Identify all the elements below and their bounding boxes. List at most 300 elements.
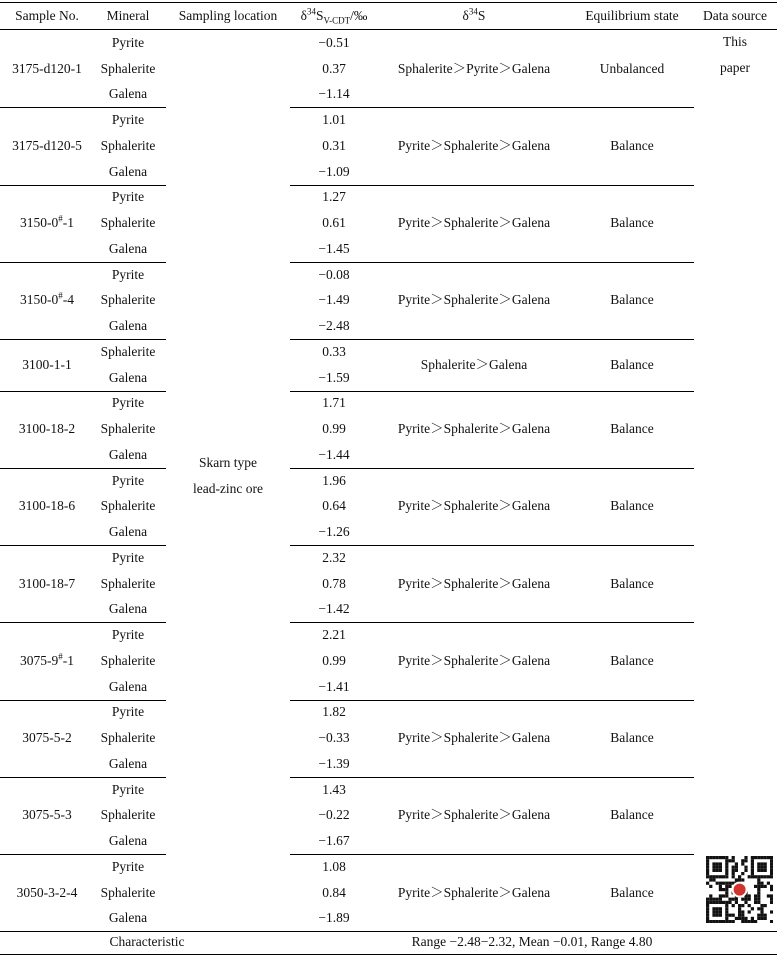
group-separator (0, 545, 166, 546)
qr-module (725, 882, 728, 885)
group-separator (290, 700, 694, 701)
mineral-name: Pyrite (111, 112, 145, 128)
delta34s-value: −1.67 (318, 833, 350, 849)
qr-module (712, 862, 715, 865)
table-top-rule (0, 2, 777, 3)
delta34s-order: Pyrite＞Sphalerite＞Galena (397, 498, 551, 514)
delta34s-value: −1.26 (318, 524, 350, 540)
mineral-name: Sphalerite (100, 215, 156, 231)
delta34s-order: Sphalerite＞Pyrite＞Galena (397, 60, 551, 76)
delta34s-value: −0.08 (318, 266, 350, 282)
sample-no-main: 3100-18-2 (18, 421, 76, 437)
qr-module (728, 885, 731, 888)
delta34s-value: 1.08 (322, 858, 346, 874)
qr-module (751, 859, 754, 862)
qr-module (748, 904, 751, 907)
qr-module (716, 898, 719, 901)
delta34s-value: 0.61 (322, 215, 346, 231)
qr-module (751, 907, 754, 910)
mineral-name: Galena (108, 86, 148, 102)
equilibrium-state: Balance (610, 292, 654, 308)
qr-module (706, 856, 709, 859)
qr-module (709, 901, 712, 904)
delta34s-value: 0.64 (322, 498, 346, 514)
table-bottom-rule (0, 954, 777, 955)
delta34s-order: Pyrite＞Sphalerite＞Galena (397, 292, 551, 308)
qr-module (757, 875, 760, 878)
delta34s-value: 2.21 (322, 627, 346, 643)
qr-module (770, 856, 773, 859)
qr-module (706, 917, 709, 920)
delta34s-value: 2.32 (322, 549, 346, 565)
mineral-name: Pyrite (111, 781, 145, 797)
header-delta-subscript: V-CDT (323, 15, 351, 26)
header-sample-no: Sample No. (15, 8, 79, 23)
qr-module (719, 901, 722, 904)
group-separator (0, 185, 166, 186)
qr-module (725, 914, 728, 917)
header-order-delta-symbol: δ (462, 8, 469, 23)
delta34s-value: −1.44 (318, 446, 350, 462)
qr-module (719, 894, 722, 897)
qr-module (748, 898, 751, 901)
qr-module (764, 885, 767, 888)
qr-module (706, 869, 709, 872)
qr-module (725, 910, 728, 913)
qr-module (760, 856, 763, 859)
qr-module (722, 875, 725, 878)
qr-module (754, 920, 757, 923)
mineral-name: Pyrite (111, 34, 145, 50)
delta34s-value: 0.37 (322, 60, 346, 76)
qr-module (757, 894, 760, 897)
qr-module (764, 904, 767, 907)
qr-module (770, 872, 773, 875)
qr-module (764, 914, 767, 917)
qr-module (760, 910, 763, 913)
equilibrium-state: Balance (610, 807, 654, 823)
qr-center-logo (733, 883, 747, 897)
qr-module (744, 859, 747, 862)
qr-module (706, 866, 709, 869)
group-separator (290, 545, 694, 546)
qr-module (706, 901, 709, 904)
mineral-name: Pyrite (111, 704, 145, 720)
qr-module (725, 885, 728, 888)
mineral-name: Pyrite (111, 858, 145, 874)
qr-module (738, 914, 741, 917)
qr-module (757, 878, 760, 881)
qr-module (719, 920, 722, 923)
delta34s-value: 1.82 (322, 704, 346, 720)
qr-module (706, 859, 709, 862)
qr-module (764, 869, 767, 872)
group-separator (290, 262, 694, 263)
qr-module (716, 914, 719, 917)
delta34s-value: 1.96 (322, 472, 346, 488)
qr-module (760, 875, 763, 878)
mineral-name: Pyrite (111, 472, 145, 488)
characteristic-label: Characteristic (109, 934, 185, 949)
qr-module (732, 859, 735, 862)
qr-module (719, 862, 722, 865)
qr-module (760, 907, 763, 910)
sample-no-superscript: # (58, 651, 63, 662)
qr-module (732, 914, 735, 917)
mineral-name: Galena (108, 369, 148, 385)
qr-module (751, 872, 754, 875)
qr-module (757, 862, 760, 865)
qr-module (716, 882, 719, 885)
qr-module (716, 920, 719, 923)
qr-module (744, 920, 747, 923)
qr-module (712, 866, 715, 869)
qr-module (764, 856, 767, 859)
qr-module (725, 907, 728, 910)
qr-module (748, 875, 751, 878)
qr-module (748, 894, 751, 897)
mineral-name: Sphalerite (100, 730, 156, 746)
qr-module (709, 875, 712, 878)
group-separator (0, 339, 166, 340)
qr-module (735, 901, 738, 904)
qr-module (751, 917, 754, 920)
qr-module (725, 894, 728, 897)
qr-module (741, 872, 744, 875)
header-data-source: Data source (702, 8, 768, 23)
header-bottom-rule (0, 29, 777, 30)
qr-module (754, 894, 757, 897)
qr-module (754, 875, 757, 878)
mineral-name: Sphalerite (100, 421, 156, 437)
group-separator (0, 622, 166, 623)
qr-module (735, 866, 738, 869)
delta34s-order: Pyrite＞Sphalerite＞Galena (397, 215, 551, 231)
sample-no-superscript: # (58, 213, 63, 224)
qr-module (767, 875, 770, 878)
delta34s-value: −1.14 (318, 86, 350, 102)
mineral-name: Pyrite (111, 266, 145, 282)
delta34s-value: 0.78 (322, 575, 346, 591)
qr-module (735, 898, 738, 901)
sampling-location-text: Skarn type (198, 454, 258, 470)
sample-no-main: 3100-18-6 (18, 498, 76, 514)
qr-module (728, 882, 731, 885)
qr-module (764, 917, 767, 920)
delta34s-value: 1.71 (322, 395, 346, 411)
mineral-name: Galena (108, 240, 148, 256)
qr-module (754, 885, 757, 888)
qr-module (719, 882, 722, 885)
delta34s-value: 0.99 (322, 421, 346, 437)
mineral-name: Pyrite (111, 549, 145, 565)
delta34s-value: −0.33 (318, 730, 350, 746)
delta34s-value: 1.01 (322, 112, 346, 128)
qr-module (719, 910, 722, 913)
qr-module (728, 901, 731, 904)
qr-module (709, 920, 712, 923)
qr-module (738, 878, 741, 881)
qr-module (732, 904, 735, 907)
qr-module (757, 856, 760, 859)
qr-module (757, 885, 760, 888)
equilibrium-state: Balance (610, 884, 654, 900)
qr-module (757, 866, 760, 869)
qr-module (770, 862, 773, 865)
qr-module (741, 914, 744, 917)
qr-module (741, 904, 744, 907)
qr-module (732, 898, 735, 901)
qr-module (712, 878, 715, 881)
qr-module (754, 898, 757, 901)
qr-module (719, 866, 722, 869)
qr-module (712, 856, 715, 859)
qr-module (725, 901, 728, 904)
characteristic-summary: Range −2.48−2.32, Mean −0.01, Range 4.80 (411, 934, 653, 949)
qr-module (757, 891, 760, 894)
qr-module (738, 910, 741, 913)
qr-module (751, 920, 754, 923)
qr-module (751, 866, 754, 869)
qr-module (712, 875, 715, 878)
qr-module (760, 862, 763, 865)
qr-module (738, 875, 741, 878)
qr-module (732, 872, 735, 875)
group-separator (290, 622, 694, 623)
qr-module (712, 914, 715, 917)
qr-module (706, 872, 709, 875)
delta34s-value: −1.89 (318, 910, 350, 926)
qr-module (706, 910, 709, 913)
group-separator (290, 339, 694, 340)
qr-module (741, 917, 744, 920)
qr-module (767, 856, 770, 859)
data-source-text: paper (720, 60, 750, 75)
qr-module (757, 888, 760, 891)
qr-module (709, 894, 712, 897)
qr-module (760, 917, 763, 920)
qr-module (725, 869, 728, 872)
qr-module (760, 914, 763, 917)
equilibrium-state: Balance (610, 498, 654, 514)
qr-module (751, 869, 754, 872)
group-separator (0, 391, 166, 392)
qr-module (722, 920, 725, 923)
sample-no-main: 3100-18-7 (18, 575, 76, 591)
qr-module (770, 894, 773, 897)
qr-module (722, 882, 725, 885)
qr-module (706, 914, 709, 917)
qr-module (706, 862, 709, 865)
qr-module (719, 898, 722, 901)
sample-no-main: 3075-5-2 (22, 730, 72, 746)
delta34s-order: Pyrite＞Sphalerite＞Galena (397, 884, 551, 900)
delta34s-order: Pyrite＞Sphalerite＞Galena (397, 652, 551, 668)
qr-module (760, 904, 763, 907)
qr-module (719, 869, 722, 872)
qr-module (757, 917, 760, 920)
group-separator (0, 777, 166, 778)
mineral-name: Galena (108, 163, 148, 179)
qr-module (732, 856, 735, 859)
delta34s-value: −1.45 (318, 240, 350, 256)
qr-module (757, 901, 760, 904)
sample-no-main: 3150-0 (20, 215, 59, 231)
qr-module (725, 917, 728, 920)
qr-module (725, 891, 728, 894)
delta34s-value: −1.09 (318, 163, 350, 179)
sample-no-main: 3175-d120-5 (12, 137, 82, 153)
qr-module (716, 910, 719, 913)
qr-module (706, 904, 709, 907)
qr-module (751, 862, 754, 865)
sample-no-main: 3150-0 (20, 292, 59, 308)
qr-module (722, 856, 725, 859)
qr-module (728, 859, 731, 862)
qr-module (741, 878, 744, 881)
sample-no-suffix: -1 (62, 652, 74, 668)
qr-module (712, 920, 715, 923)
group-separator (290, 107, 694, 108)
qr-module (735, 917, 738, 920)
header-delta-symbol: δ (300, 8, 307, 23)
header-equilibrium-state: Equilibrium state (585, 8, 679, 23)
qr-module (741, 859, 744, 862)
qr-module (725, 866, 728, 869)
mineral-name: Sphalerite (100, 60, 156, 76)
header-sampling-location: Sampling location (178, 8, 278, 23)
qr-module (751, 856, 754, 859)
qr-module (725, 859, 728, 862)
sample-no-main: 3050-3-2-4 (16, 884, 78, 900)
qr-module (735, 869, 738, 872)
qr-module (760, 866, 763, 869)
qr-module (712, 898, 715, 901)
qr-module (757, 898, 760, 901)
qr-module (716, 869, 719, 872)
sample-no-main: 3075-9 (20, 652, 59, 668)
equilibrium-state: Unbalanced (599, 60, 665, 76)
qr-module (725, 888, 728, 891)
qr-module (770, 866, 773, 869)
qr-module (706, 920, 709, 923)
mineral-name: Galena (108, 318, 148, 334)
qr-module (716, 856, 719, 859)
delta34s-order: Pyrite＞Sphalerite＞Galena (397, 575, 551, 591)
qr-module (716, 907, 719, 910)
qr-module (764, 875, 767, 878)
sample-no-suffix: -1 (62, 215, 74, 231)
header-order-superscript: 34 (468, 6, 478, 17)
delta34s-value: −0.51 (318, 34, 350, 50)
qr-module (722, 888, 725, 891)
header-order-element: S (477, 8, 486, 23)
delta34s-order: Sphalerite＞Galena (420, 356, 528, 372)
qr-module (754, 901, 757, 904)
data-source-text: This (722, 34, 747, 49)
equilibrium-state: Balance (610, 575, 654, 591)
delta34s-value: −1.42 (318, 601, 350, 617)
qr-module (760, 869, 763, 872)
sample-no-superscript: # (58, 290, 63, 301)
mineral-name: Pyrite (111, 627, 145, 643)
equilibrium-state: Balance (610, 730, 654, 746)
mineral-name: Galena (108, 601, 148, 617)
qr-module (738, 917, 741, 920)
group-separator (290, 391, 694, 392)
qr-module (738, 907, 741, 910)
qr-module (757, 869, 760, 872)
qr-module (712, 901, 715, 904)
mineral-name: Sphalerite (100, 884, 156, 900)
mineral-name: Galena (108, 524, 148, 540)
qr-module (719, 856, 722, 859)
qr-module (709, 856, 712, 859)
qr-module (725, 920, 728, 923)
qr-code-graphic (706, 856, 773, 923)
qr-module (722, 901, 725, 904)
qr-module (706, 907, 709, 910)
qr-module (760, 882, 763, 885)
equilibrium-state: Balance (610, 137, 654, 153)
qr-module (719, 875, 722, 878)
qr-module (748, 920, 751, 923)
sample-no-main: 3175-d120-1 (12, 60, 82, 76)
qr-module (744, 901, 747, 904)
qr-module (732, 869, 735, 872)
qr-module (770, 859, 773, 862)
delta34s-value: 0.84 (322, 884, 346, 900)
qr-module (764, 866, 767, 869)
qr-module (725, 872, 728, 875)
qr-module (770, 898, 773, 901)
qr-module (744, 898, 747, 901)
qr-code-icon (706, 856, 773, 928)
mineral-name: Galena (108, 833, 148, 849)
delta34s-value: −1.59 (318, 369, 350, 385)
qr-module (767, 894, 770, 897)
qr-module (716, 866, 719, 869)
delta34s-value: −1.41 (318, 678, 350, 694)
qr-module (757, 914, 760, 917)
group-separator (0, 854, 166, 855)
qr-module (738, 904, 741, 907)
delta34s-value: 0.99 (322, 652, 346, 668)
qr-module (722, 894, 725, 897)
header-delta-element: S (315, 8, 324, 23)
mineral-name: Pyrite (111, 189, 145, 205)
group-separator (290, 777, 694, 778)
mineral-name: Sphalerite (100, 137, 156, 153)
qr-module (719, 885, 722, 888)
qr-module (744, 917, 747, 920)
qr-module (716, 862, 719, 865)
qr-module (728, 920, 731, 923)
delta34s-value: −1.49 (318, 292, 350, 308)
qr-module (744, 869, 747, 872)
qr-module (725, 904, 728, 907)
mineral-name: Sphalerite (100, 807, 156, 823)
delta34s-value: −2.48 (318, 318, 350, 334)
group-separator (290, 854, 694, 855)
qr-module (741, 898, 744, 901)
group-separator (0, 262, 166, 263)
delta34s-value: 0.33 (322, 343, 346, 359)
qr-module (719, 914, 722, 917)
qr-module (706, 882, 709, 885)
qr-module (709, 898, 712, 901)
qr-module (751, 875, 754, 878)
